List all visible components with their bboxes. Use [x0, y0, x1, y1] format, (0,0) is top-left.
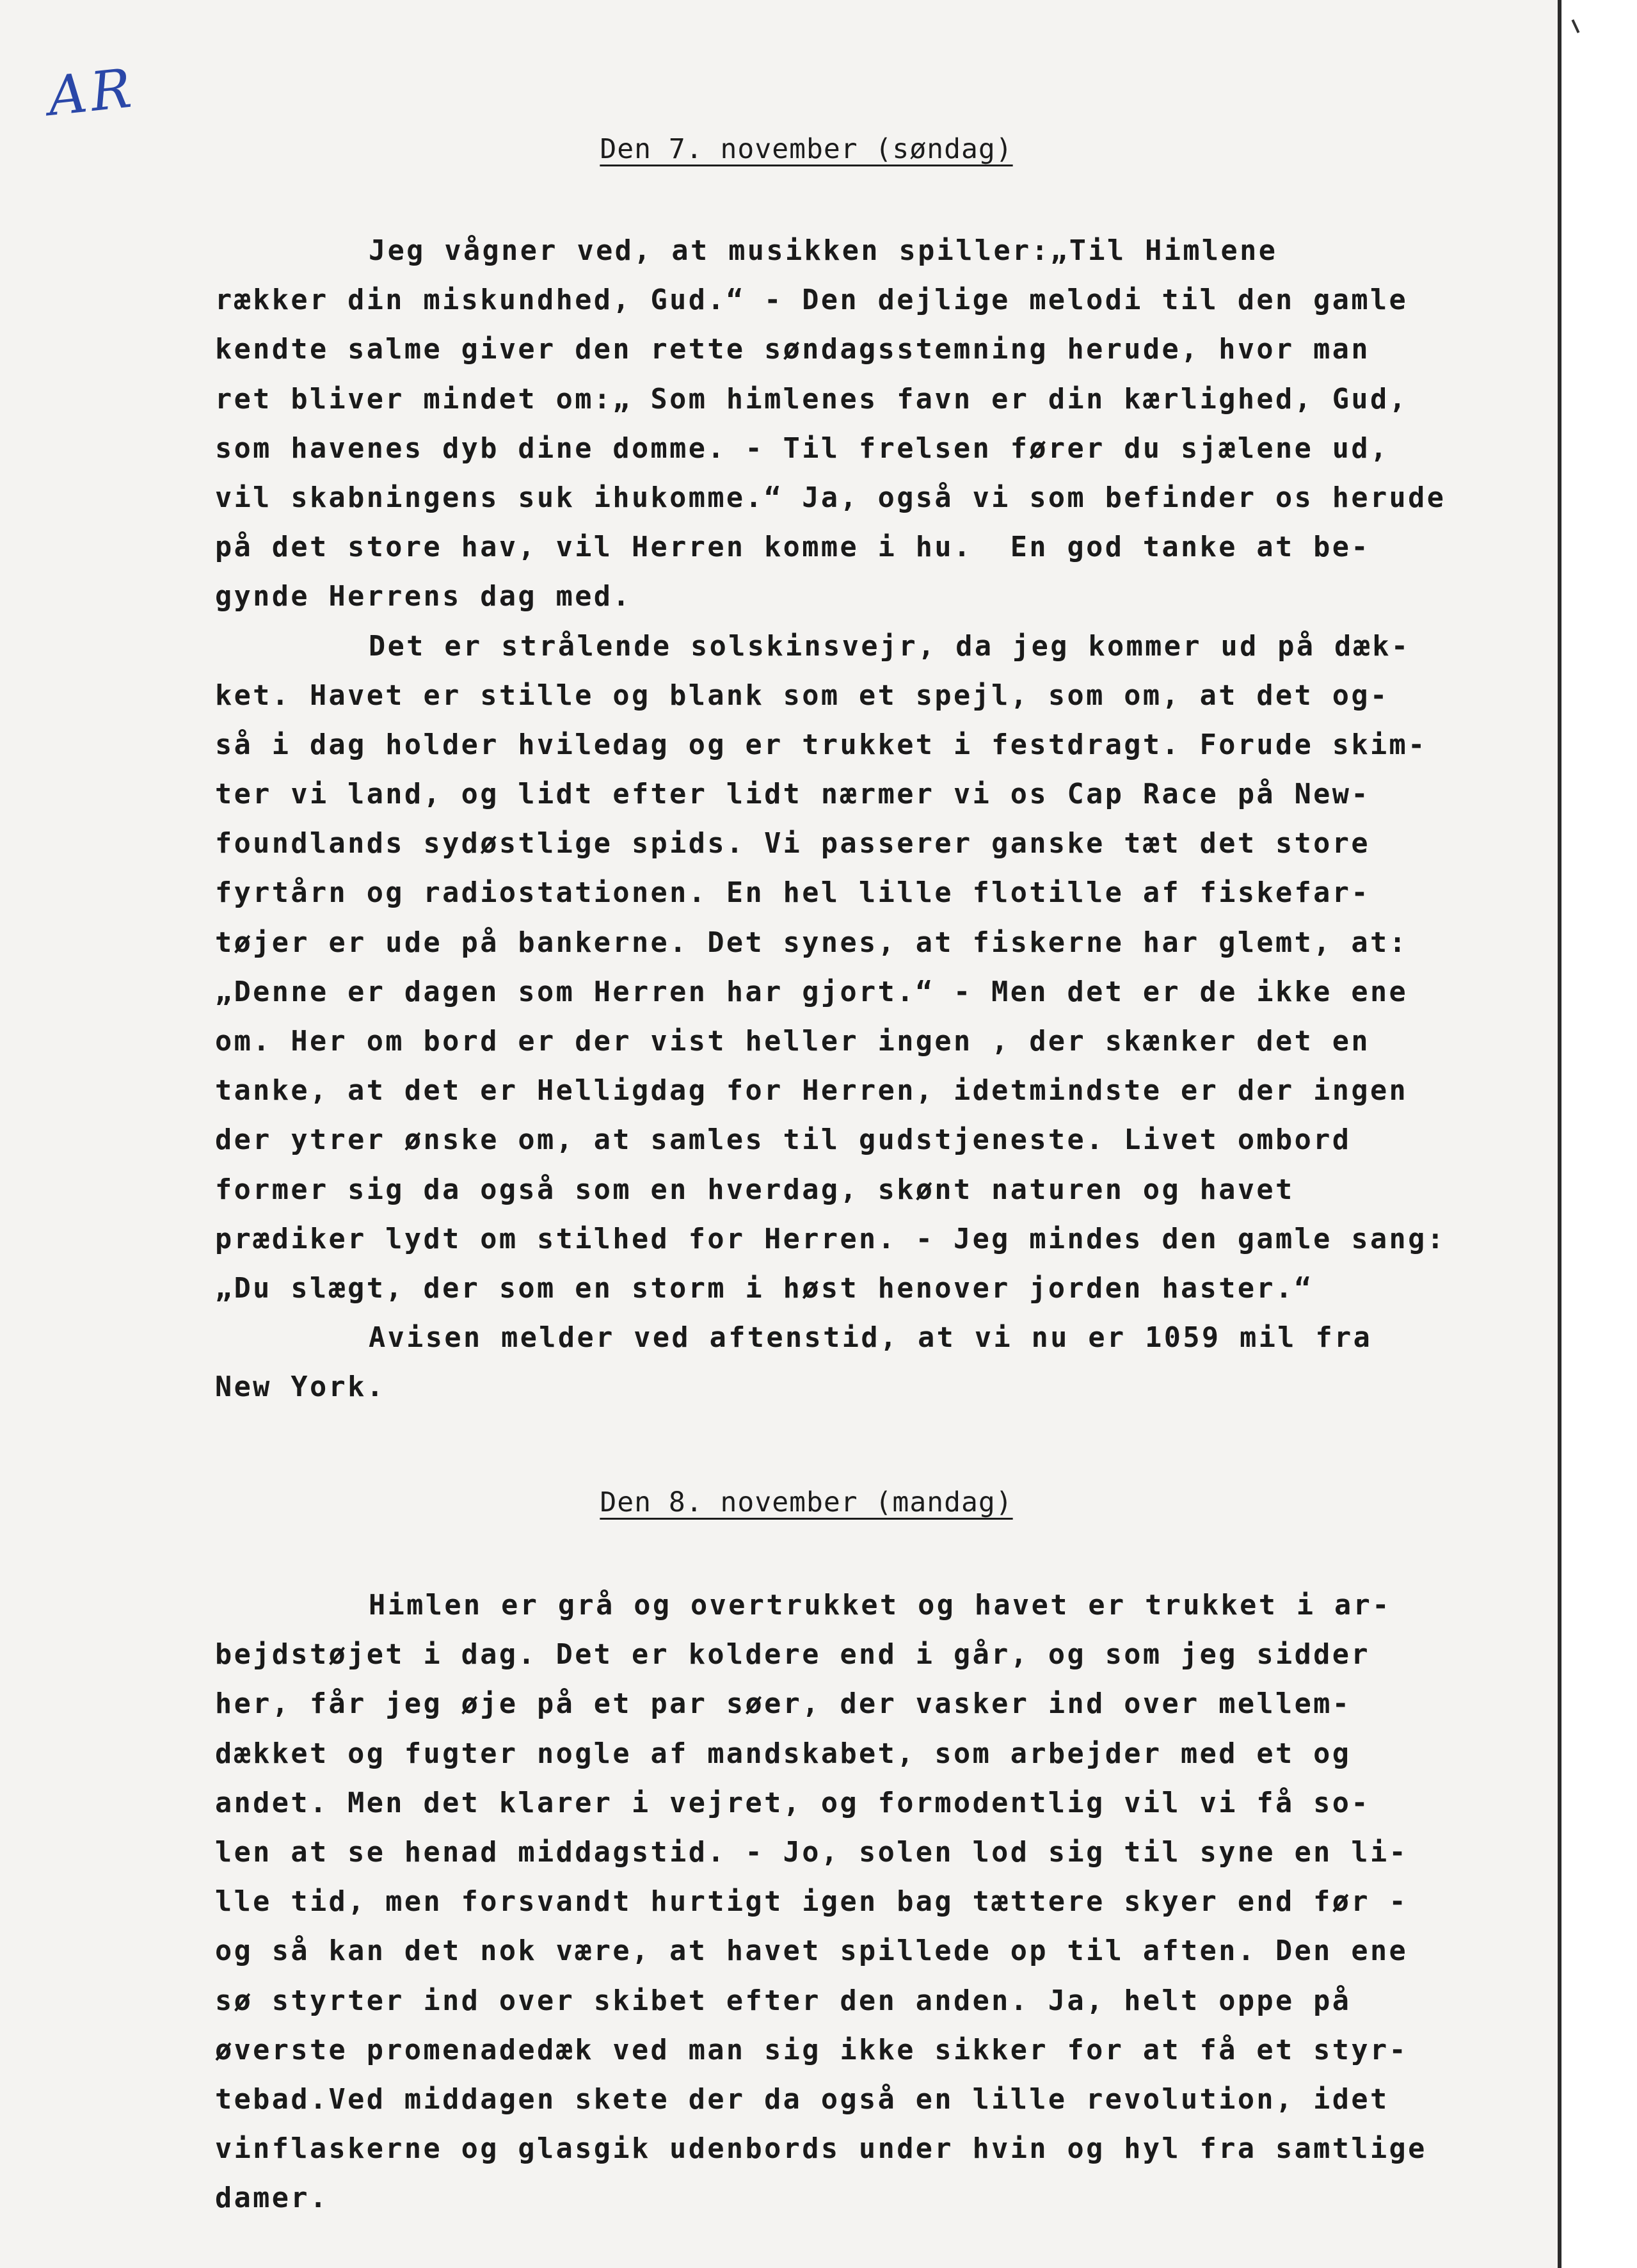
text-line: ter vi land, og lidt efter lidt nærmer vi os Cap Race på New- [215, 778, 1370, 811]
text-line: damer. [215, 2182, 329, 2215]
text-line: Avisen melder ved aftenstid, at vi nu er 1059 mil fra [369, 1322, 1373, 1355]
text-line: her, får jeg øje på et par søer, der vasker ind over mellem- [215, 1688, 1352, 1721]
text-line: foundlands sydøstlige spids. Vi passerer ganske tæt det store [215, 828, 1370, 860]
text-line: gynde Herrens dag med. [215, 581, 632, 613]
text-line: andet. Men det klarer i vejret, og formodentlig vil vi få so- [215, 1787, 1370, 1819]
text-line: fyrtårn og radiostationen. En hel lille flotille af fiskefar- [215, 877, 1370, 910]
scan-edge-background [1565, 0, 1637, 2268]
text-line: ret bliver mindet om:„ Som himlenes favn er din kærlighed, Gud, [215, 383, 1409, 415]
text-line: som havenes dyb dine domme. - Til frelsen fører du sjælene ud, [215, 432, 1389, 465]
section-body-nov-7 [215, 227, 1489, 1413]
text-line: prædiker lydt om stilhed for Herren. - Jeg mindes den gamle sang: [215, 1223, 1446, 1255]
section-body-nov-8 [215, 1581, 1489, 2223]
text-line: rækker din miskundhed, Gud.“ - Den dejlige melodi til den gamle [215, 284, 1409, 317]
text-line: tebad.Ved middagen skete der da også en lille revolution, idet [215, 2083, 1389, 2116]
text-line: så i dag holder hviledag og er trukket i festdragt. Forude skim- [215, 728, 1427, 761]
text-line: tanke, at det er Helligdag for Herren, idetmindste er der ingen [215, 1075, 1409, 1107]
text-line: sø styrter ind over skibet efter den anden. Ja, helt oppe på [215, 1984, 1352, 2017]
text-line: tøjer er ude på bankerne. Det synes, at fiskerne har glemt, at: [215, 926, 1409, 959]
text-line: bejdstøjet i dag. Det er koldere end i går, og som jeg sidder [215, 1639, 1370, 1671]
section-heading-nov-8: Den 8. november (mandag) [600, 1486, 1013, 1518]
handwritten-annotation: AR [45, 56, 138, 128]
text-line: vinflaskerne og glasgik udenbords under hvin og hyl fra samtlige [215, 2133, 1427, 2166]
text-line: lle tid, men forsvandt hurtigt igen bag tættere skyer end før - [215, 1886, 1409, 1918]
text-line: vil skabningens suk ihukomme.“ Ja, også vi som befinder os herude [215, 481, 1446, 514]
text-line: Himlen er grå og overtrukket og havet er trukket i ar- [369, 1589, 1391, 1621]
text-line: øverste promenadedæk ved man sig ikke sikker for at få et styr- [215, 2034, 1409, 2066]
text-line: ket. Havet er stille og blank som et spejl, som om, at det og- [215, 679, 1389, 712]
text-line: len at se henad middagstid. - Jo, solen lod sig til syne en li- [215, 1836, 1409, 1869]
text-line: og så kan det nok være, at havet spillede op til aften. Den ene [215, 1935, 1409, 1968]
text-line: på det store hav, vil Herren komme i hu. En god tanke at be- [215, 531, 1370, 564]
text-line: om. Her om bord er der vist heller ingen , der skænker det en [215, 1025, 1370, 1058]
text-line: dækket og fugter nogle af mandskabet, som arbejder med et og [215, 1737, 1352, 1770]
text-line: kendte salme giver den rette søndagsstemning herude, hvor man [215, 334, 1370, 366]
text-line: „Du slægt, der som en storm i høst henover jorden haster.“ [215, 1272, 1314, 1305]
text-line: Det er strålende solskinsvejr, da jeg kommer ud på dæk- [369, 630, 1410, 663]
section-heading-nov-7: Den 7. november (søndag) [600, 133, 1013, 165]
text-line: der ytrer ønske om, at samles til gudstjeneste. Livet ombord [215, 1124, 1352, 1157]
text-line: former sig da også som en hverdag, skønt naturen og havet [215, 1173, 1295, 1206]
text-line: New York. [215, 1371, 386, 1404]
text-line: „Denne er dagen som Herren har gjort.“ - Men det er de ikke ene [215, 976, 1409, 1008]
text-line: Jeg vågner ved, at musikken spiller:„Til Himlene [369, 235, 1278, 267]
